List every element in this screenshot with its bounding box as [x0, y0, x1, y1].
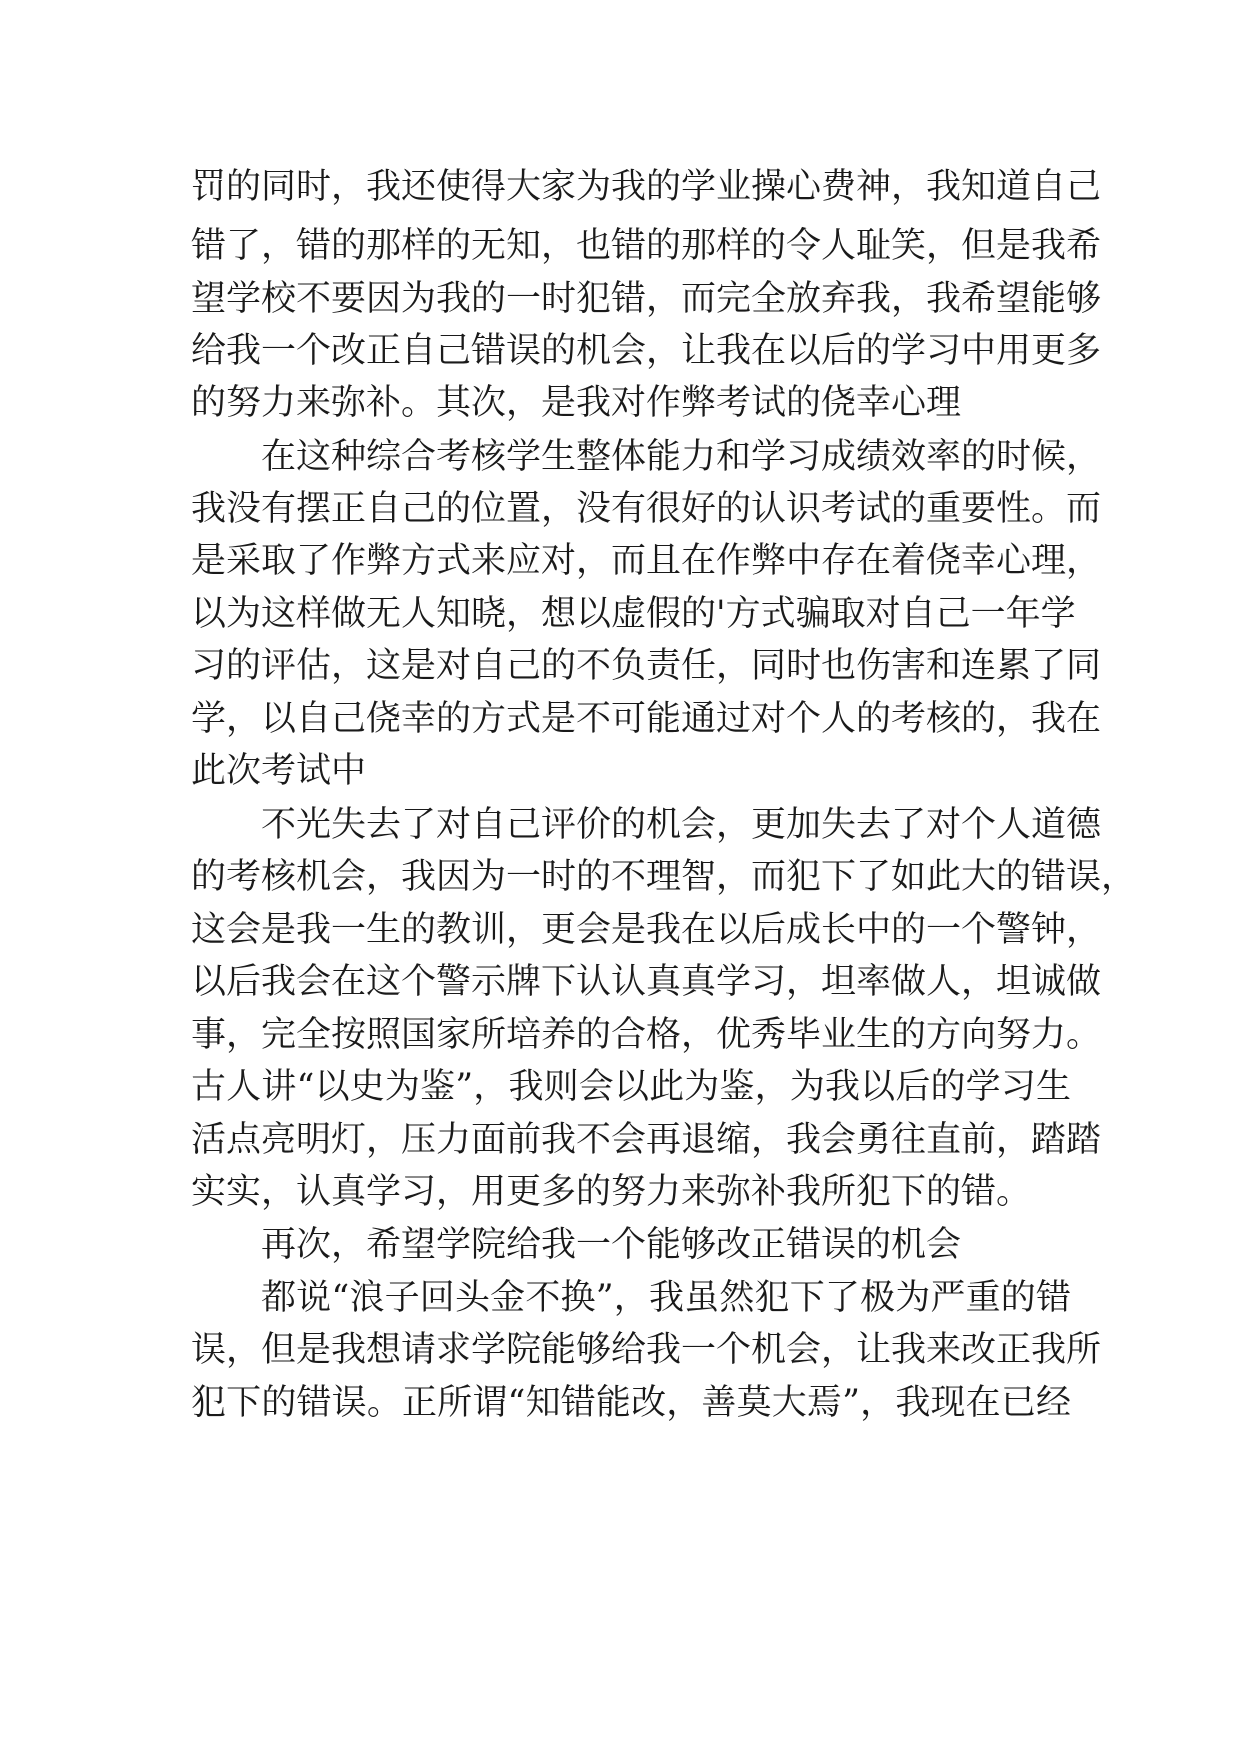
text-line: 事，完全按照国家所培养的合格，优秀毕业生的方向努力。 — [191, 1015, 1102, 1055]
text-line: 误，但是我想请求学院能够给我一个机会，让我来改正我所 — [191, 1330, 1102, 1370]
text-line: 以为这样做无人知晓，想以虚假的'方式骗取对自己一年学 — [191, 594, 1076, 634]
text-line: 犯下的错误。正所谓“知错能改，善莫大焉”，我现在已经 — [191, 1383, 1071, 1423]
text-line: 的努力来弥补。其次，是我对作弊考试的侥幸心理 — [191, 383, 962, 423]
text-line: 给我一个改正自己错误的机会，让我在以后的学习中用更多 — [191, 331, 1102, 371]
text-line: 再次，希望学院给我一个能够改正错误的机会 — [261, 1225, 962, 1265]
text-line: 以后我会在这个警示牌下认认真真学习，坦率做人，坦诚做 — [191, 962, 1102, 1002]
text-line: 的考核机会，我因为一时的不理智，而犯下了如此大的错误， — [191, 857, 1137, 897]
text-line: 错了，错的那样的无知，也错的那样的令人耻笑，但是我希 — [191, 226, 1102, 266]
text-line: 我没有摆正自己的位置，没有很好的认识考试的重要性。而 — [191, 489, 1102, 529]
text-line: 实实，认真学习，用更多的努力来弥补我所犯下的错。 — [191, 1172, 1032, 1212]
text-line: 都说“浪子回头金不换”，我虽然犯下了极为严重的错 — [261, 1278, 1071, 1318]
text-line: 不光失去了对自己评价的机会，更加失去了对个人道德 — [261, 805, 1102, 845]
text-line: 望学校不要因为我的一时犯错，而完全放弃我，我希望能够 — [191, 279, 1102, 319]
text-line: 罚的同时，我还使得大家为我的学业操心费神，我知道自己 — [191, 167, 1102, 207]
text-line: 是采取了作弊方式来应对，而且在作弊中存在着侥幸心理， — [191, 541, 1102, 581]
text-line: 古人讲“以史为鉴”，我则会以此为鉴，为我以后的学习生 — [191, 1067, 1071, 1107]
text-line: 这会是我一生的教训，更会是我在以后成长中的一个警钟， — [191, 910, 1102, 950]
text-line: 在这种综合考核学生整体能力和学习成绩效率的时候， — [261, 437, 1102, 477]
text-line: 此次考试中 — [191, 751, 367, 791]
text-line: 学，以自己侥幸的方式是不可能通过对个人的考核的，我在 — [191, 699, 1102, 739]
text-line: 习的评估，这是对自己的不负责任，同时也伤害和连累了同 — [191, 646, 1102, 686]
text-line: 活点亮明灯，压力面前我不会再退缩，我会勇往直前，踏踏 — [191, 1120, 1102, 1160]
